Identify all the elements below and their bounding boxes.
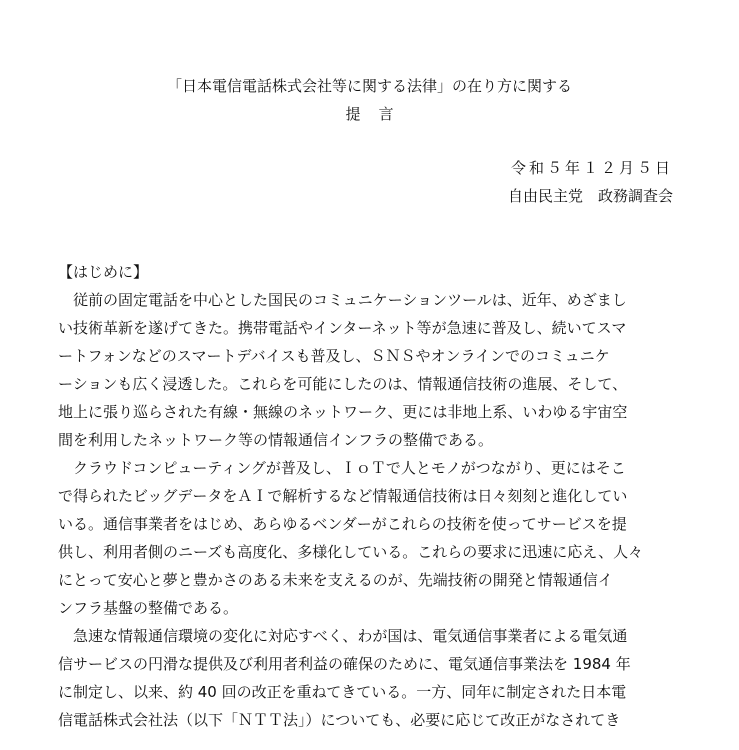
document-date: 令和５年１２月５日: [510, 159, 673, 177]
body-line: 間を利用したネットワーク等の情報通信インフラの整備である。: [58, 431, 494, 449]
body-line: ンフラ基盤の整備である。: [58, 599, 239, 617]
body-line: クラウドコンピューティングが普及し、ＩｏＴで人とモノがつながり、更にはそこ: [58, 459, 626, 477]
body-line: ーションも広く浸透した。これらを可能にしたのは、情報通信技術の進展、そして、: [58, 375, 628, 393]
body-line: にとって安心と夢と豊かさのある未来を支えるのが、先端技術の開発と情報通信イ: [58, 571, 613, 589]
document-organization: 自由民主党 政務調査会: [507, 187, 673, 205]
body-line: 地上に張り巡らされた有線・無線のネットワーク、更には非地上系、いわゆる宇宙空: [58, 403, 628, 421]
document-subtitle: 提言: [345, 105, 412, 123]
body-line: ートフォンなどのスマートデバイスも普及し、ＳＮＳやオンラインでのコミュニケ: [58, 347, 610, 365]
body-line: 信サービスの円滑な提供及び利用者利益の確保のために、電気通信事業法を 1984 年: [58, 655, 631, 673]
body-line: で得られたビッグデータをＡＩで解析するなど情報通信技術は日々刻刻と進化してい: [58, 487, 628, 505]
body-line: いる。通信事業者をはじめ、あらゆるベンダーがこれらの技術を使ってサービスを提: [58, 515, 627, 533]
body-line: 信電話株式会社法（以下「ＮＴＴ法」）についても、必要に応じて改正がなされてき: [58, 711, 621, 729]
body-line: い技術革新を遂げてきた。携帯電話やインターネット等が急速に普及し、続いてスマ: [58, 319, 627, 337]
section-heading: 【はじめに】: [58, 263, 149, 281]
body-line: に制定し、以来、約 40 回の改正を重ねてきている。一方、同年に制定された日本電: [58, 683, 627, 701]
document-title: 「日本電信電話株式会社等に関する法律」の在り方に関する: [166, 77, 572, 95]
body-line: 急速な情報通信環境の変化に対応すべく、わが国は、電気通信事業者による電気通: [58, 627, 628, 645]
body-line: 供し、利用者側のニーズも高度化、多様化している。これらの要求に迅速に応え、人々: [58, 543, 644, 561]
body-line: 従前の固定電話を中心とした国民のコミュニケーションツールは、近年、めざまし: [58, 291, 627, 309]
